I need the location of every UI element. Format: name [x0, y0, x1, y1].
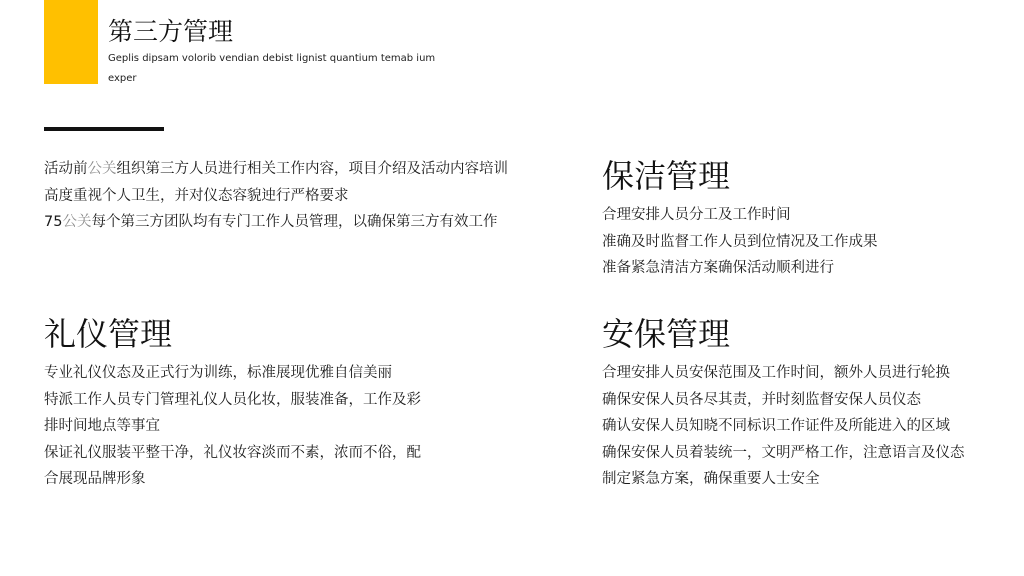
intro-line: 活动前公关组织第三方人员进行相关工作内容，项目介绍及活动内容培训 — [44, 161, 508, 177]
section-line: 制定紧急方案，确保重要人士安全 — [602, 471, 820, 488]
section-line: 特派工作人员专门管理礼仪人员化妆，服装准备，工作及彩 — [44, 391, 421, 408]
intro-line: 高度重视个人卫生，并对仪态容貌迚行严格要求 — [44, 187, 349, 204]
section-line: 排时间地点等事宜 — [44, 418, 160, 435]
page-subtitle: Geplis dipsam volorib vendian debist lignist quantium temab ium exper — [108, 53, 436, 84]
accent-block — [44, 0, 98, 84]
section-line: 专业礼仪仪态及正式行为训练，标准展现优雅自信美丽 — [44, 365, 392, 381]
section-line: 合理安排人员分工及工作时间 — [602, 207, 791, 223]
intro-section — [44, 156, 508, 236]
muted-text: 公关 — [87, 161, 117, 177]
security-section — [602, 314, 965, 493]
cleaning-section — [602, 156, 878, 282]
muted-text: 公关 — [62, 214, 92, 231]
section-line: 保证礼仪服装平整干净，礼仪妆容淡而不素，浓而不俗，配 — [44, 444, 421, 461]
section-line: 准备紧急清洁方案确保活动顺利进行 — [602, 260, 834, 277]
section-line: 确认安保人员知晓不同标识工作证件及所能进入的区域 — [602, 418, 950, 435]
section-line: 确保安保人员着装统一，文明严格工作，注意语言及仪态 — [602, 444, 965, 461]
section-line: 准确及时监督工作人员到位情况及工作成果 — [602, 233, 878, 250]
section-heading: 礼仪管理 — [44, 315, 173, 353]
intro-line: 75公关每个第三方团队均有专门工作人员管理，以确保第三方有效工作 — [44, 214, 498, 231]
page-title: 第三方管理 — [108, 17, 234, 46]
section-heading: 保洁管理 — [602, 157, 731, 195]
section-line: 合展现品牌形象 — [44, 471, 146, 488]
section-heading: 安保管理 — [602, 315, 731, 353]
section-line: 确保安保人员各尽其责，并时刻监督安保人员仪态 — [602, 391, 921, 408]
section-line: 合理安排人员安保范围及工作时间，额外人员进行轮换 — [602, 365, 950, 381]
etiquette-section — [44, 314, 421, 493]
title-divider — [44, 127, 164, 131]
